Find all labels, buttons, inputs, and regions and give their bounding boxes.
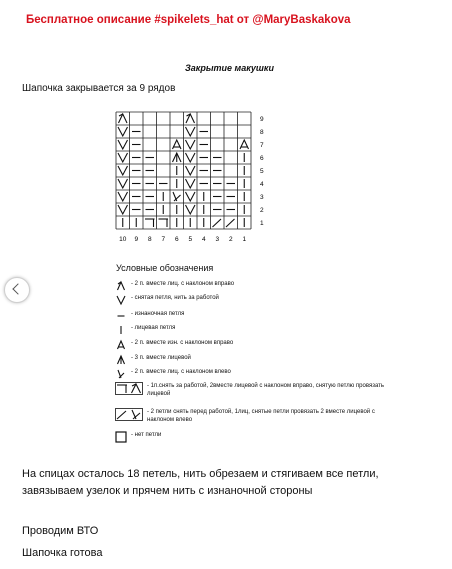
chart-cell-k3tog bbox=[173, 153, 182, 162]
chart-cell-slip bbox=[118, 192, 128, 201]
chart-cell-slip bbox=[186, 153, 196, 162]
chart-row-number: 6 bbox=[260, 155, 264, 162]
chart-col-number: 3 bbox=[215, 236, 220, 243]
legend-item bbox=[115, 324, 371, 336]
legend-text: - 1п.снять за работой, 2вместе лицевой с наклоном вправо, снятую петлю провязать лицевой bbox=[147, 383, 385, 397]
intro-text: Шапочка закрывается за 9 рядов bbox=[22, 83, 176, 94]
legend-item bbox=[115, 310, 371, 322]
chart-cell-slip bbox=[186, 205, 196, 214]
chart-cell-slip bbox=[118, 140, 128, 149]
legend-item bbox=[115, 382, 387, 398]
chart-cell-k2tog-left bbox=[173, 192, 181, 201]
legend-symbol-slip2-k1-pass-icon bbox=[115, 408, 143, 421]
chart-row-number: 7 bbox=[260, 142, 264, 149]
chart-cell-slip1-k2tog-psso bbox=[145, 219, 155, 227]
carousel-prev-button[interactable] bbox=[4, 277, 30, 303]
chart-cell-slip bbox=[118, 179, 128, 188]
finishing-paragraph: На спицах осталось 18 петель, нить обрезаем и стягиваем все петли, завязываем узелок и прячем нить с изнаночной стороны bbox=[22, 468, 379, 497]
legend-symbol-k3tog-icon bbox=[115, 354, 127, 366]
chart-cell-slip2-k1-pass bbox=[226, 219, 235, 227]
legend-text: - 2 петли снять перед работой, 1лиц, снятые петли провязать 2 вместе лицевой с наклоном влево bbox=[147, 409, 375, 423]
chart-col-number: 7 bbox=[161, 236, 166, 243]
chart-cell-slip bbox=[186, 192, 196, 201]
chart-cell-slip2-k1-pass bbox=[213, 219, 222, 227]
chart-row-number: 1 bbox=[260, 220, 264, 227]
legend-item bbox=[115, 339, 371, 351]
legend-symbol-knit-icon bbox=[115, 324, 127, 336]
chart-cell-slip bbox=[186, 127, 196, 136]
section-title: Закрытие макушки bbox=[185, 63, 274, 73]
legend-text: - 2 п. вместе лиц. с наклоном влево bbox=[131, 369, 231, 375]
legend-text: - изнаночная петля bbox=[131, 311, 185, 317]
chart-col-number: 8 bbox=[147, 236, 152, 243]
chart-cell-slip bbox=[186, 166, 196, 175]
knitting-chart bbox=[110, 108, 280, 253]
chart-row-number: 5 bbox=[260, 168, 264, 175]
chart-cell-slip bbox=[186, 179, 196, 188]
chart-cell-slip bbox=[118, 127, 128, 136]
chart-cell-slip bbox=[118, 166, 128, 175]
legend-symbol-purl-icon bbox=[115, 310, 127, 322]
chart-cell-k2tog-right bbox=[119, 114, 128, 123]
chart-row-number: 8 bbox=[260, 129, 264, 136]
legend-item bbox=[115, 408, 387, 424]
chart-cell-p2tog-right bbox=[240, 140, 249, 149]
legend-text: - снятая петля, нить за работой bbox=[131, 295, 219, 301]
legend-symbol-k2tog-right-icon bbox=[115, 280, 127, 292]
legend-item bbox=[115, 431, 371, 443]
legend-symbol-no-stitch-icon bbox=[115, 431, 127, 443]
legend-text: - лицевая петля bbox=[131, 325, 176, 331]
legend-item bbox=[115, 294, 371, 306]
done-paragraph: Шапочка готова bbox=[22, 547, 103, 559]
chart-row-number: 9 bbox=[260, 116, 264, 123]
chart-col-number: 9 bbox=[134, 236, 139, 243]
legend-item bbox=[115, 368, 371, 380]
legend-text: - 2 п. вместе изн. с наклоном вправо bbox=[131, 340, 234, 346]
chart-col-number: 1 bbox=[242, 236, 247, 243]
chart-row-number: 2 bbox=[260, 207, 264, 214]
legend-text: - 2 п. вместе лиц. с наклоном вправо bbox=[131, 281, 235, 287]
legend-item bbox=[115, 354, 371, 366]
header-text: Бесплатное описание #spikelets_hat от @MaryBaskakova bbox=[26, 14, 351, 26]
chart-cell-slip bbox=[118, 205, 128, 214]
chart-col-number: 6 bbox=[174, 236, 179, 243]
legend-item bbox=[115, 280, 371, 292]
legend-text: - 3 п. вместе лицевой bbox=[131, 355, 191, 361]
chart-col-number: 5 bbox=[188, 236, 193, 243]
chart-cell-k2tog-right bbox=[186, 114, 195, 123]
chart-cell-slip1-k2tog-psso bbox=[159, 219, 169, 227]
chart-cell-slip bbox=[186, 140, 196, 149]
chart-row-number: 3 bbox=[260, 194, 264, 201]
chart-row-number: 4 bbox=[260, 181, 264, 188]
chart-cell-slip bbox=[118, 153, 128, 162]
legend-title: Условные обозначения bbox=[116, 263, 214, 273]
legend-symbol-k2tog-left-icon bbox=[115, 368, 127, 380]
chart-col-number: 4 bbox=[201, 236, 206, 243]
chart-col-number: 10 bbox=[119, 236, 127, 243]
legend-symbol-slip-icon bbox=[115, 294, 127, 306]
chart-cell-p2tog-right bbox=[173, 140, 182, 149]
chart-col-number: 2 bbox=[228, 236, 233, 243]
legend-text: - нет петли bbox=[131, 432, 162, 438]
legend-symbol-slip1-k2tog-psso-icon bbox=[115, 382, 143, 395]
blocking-paragraph: Проводим ВТО bbox=[22, 525, 99, 537]
legend-symbol-p2tog-right-icon bbox=[115, 339, 127, 351]
